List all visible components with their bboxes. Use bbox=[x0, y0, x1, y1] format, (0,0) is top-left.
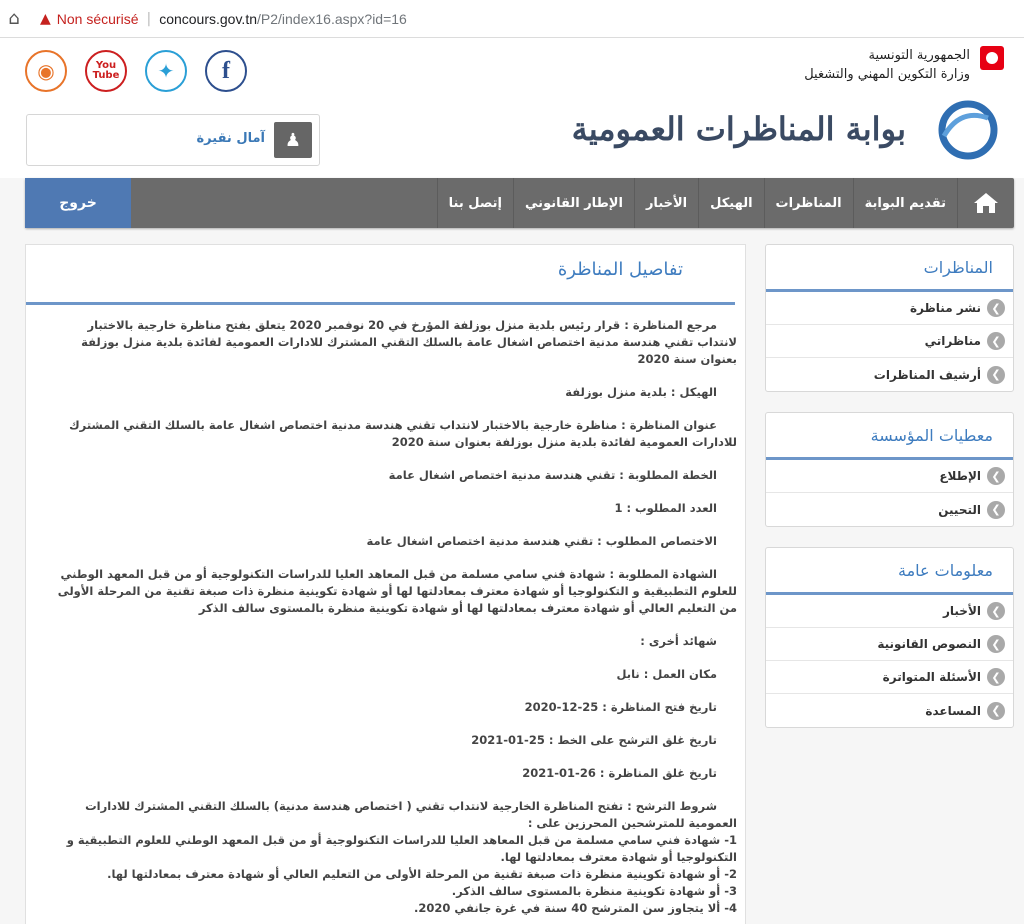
chevron-left-icon: ❮ bbox=[987, 467, 1005, 485]
sidebar-item-legal-texts[interactable]: ❮ النصوص القانونية bbox=[766, 628, 1013, 661]
chevron-left-icon: ❮ bbox=[987, 332, 1005, 350]
youtube-icon[interactable] bbox=[85, 50, 127, 92]
sidebar-box-general-info bbox=[765, 547, 1014, 728]
youtube-label: You Tube bbox=[92, 60, 120, 81]
url-field[interactable] bbox=[159, 11, 407, 27]
home-nav-button[interactable] bbox=[957, 178, 1014, 228]
competition-details-panel bbox=[25, 244, 746, 924]
sidebar-box-title: معطيات المؤسسة bbox=[870, 425, 993, 445]
logout-button[interactable]: خروج bbox=[25, 178, 131, 228]
nav-item-contact[interactable]: إتصل بنا bbox=[437, 178, 513, 228]
condition-item: 1- شهادة فني سامي مسلمة من قبل المعاهد العليا للدراسات التكنولوجية أو من قبل المعهد الوطني للعلوم التطبيقية و التكنولوجيا أو شهادة معترف بمعادلتها لها. bbox=[66, 833, 737, 864]
page-title: تفاصيل المناظرة bbox=[557, 259, 683, 280]
field-other-certificates: شهائد أخرى : bbox=[640, 634, 717, 648]
user-box[interactable] bbox=[26, 114, 320, 166]
home-nav-icon bbox=[973, 192, 999, 214]
field-structure: الهيكل : بلدية منزل بوزلفة bbox=[565, 385, 717, 399]
tunisia-flag-icon bbox=[980, 46, 1004, 70]
republic-name: الجمهورية التونسية bbox=[868, 48, 970, 63]
field-diploma: الشهادة المطلوبة : شهادة فني سامي مسلمة من قبل المعاهد العليا للدراسات التكنولوجية أو من قبل المعهد الوطني للعلوم التطبيقية و التكنولوجيا أو شهادة معترف بمعادلتها لها أو شهادة تكوينية منظرة ذات صبغة تقنية من المرحلة الأولى من التعليم العالي أو شهادة معترف بمعادلتها لها أو شهادة تكوينية منظرة بالمستوى سالف الذكر bbox=[57, 567, 737, 615]
url-domain: concours.gov.tn bbox=[159, 10, 257, 27]
twitter-icon[interactable]: ✦ bbox=[145, 50, 187, 92]
sidebar-box-title: المناظرات bbox=[923, 257, 993, 277]
chevron-left-icon: ❮ bbox=[987, 501, 1005, 519]
portal-logo-icon[interactable] bbox=[930, 96, 1002, 162]
field-close-date: تاريخ غلق المناظرة : 26-01-2021 bbox=[522, 766, 717, 780]
nav-item-competitions[interactable]: المناظرات bbox=[764, 178, 853, 228]
chevron-left-icon: ❮ bbox=[987, 366, 1005, 384]
sidebar-item-help[interactable]: ❮ المساعدة bbox=[766, 694, 1013, 727]
field-open-date: تاريخ فتح المناظرة : 25-12-2020 bbox=[524, 700, 717, 714]
facebook-icon[interactable]: f bbox=[205, 50, 247, 92]
browser-address-bar bbox=[0, 0, 1024, 38]
nav-item-news[interactable]: الأخبار bbox=[634, 178, 698, 228]
sidebar-item-competitions-archive[interactable]: ❮ أرشيف المناظرات bbox=[766, 358, 1013, 391]
conditions-intro: شروط الترشح : تفتح المناظرة الخارجية لانتداب تقني ( اختصاص هندسة مدنية) بالسلك التقني المشترك للادارات العمومية للمترشحين المحرزين على : bbox=[85, 799, 737, 830]
field-reference: مرجع المناظرة : قرار رئيس بلدية منزل بوزلفة المؤرخ في 20 نوفمبر 2020 يتعلق بفتح مناظرة خارجية بالاختبار لانتداب تقني هندسة مدنية اختصاص اشغال عامة بالسلك التقني المشترك للادارات العمومية لفائدة بلدية منزل بوزلفة بعنوان سنة 2020 bbox=[81, 318, 737, 366]
field-position: الخطة المطلوبة : تقني هندسة مدنية اختصاص اشغال عامة bbox=[388, 468, 717, 482]
warning-icon[interactable]: ▲ bbox=[40, 10, 51, 27]
portal-title: بوابة المناظرات العمومية bbox=[571, 110, 906, 148]
sidebar-item-publish-competition[interactable]: ❮ نشر مناظرة bbox=[766, 292, 1013, 325]
sidebar-box-competitions bbox=[765, 244, 1014, 392]
sidebar-item-news[interactable]: ❮ الأخبار bbox=[766, 595, 1013, 628]
nav-item-portal-intro[interactable]: تقديم البوابة bbox=[853, 178, 957, 228]
sidebar-item-update[interactable]: ❮ التحيين bbox=[766, 493, 1013, 526]
security-status[interactable]: Non sécurisé bbox=[56, 10, 139, 27]
site-header bbox=[0, 38, 1024, 178]
url-path: /P2/index16.aspx?id=16 bbox=[257, 10, 407, 27]
field-count: العدد المطلوب : 1 bbox=[614, 501, 717, 515]
sidebar-item-my-competitions[interactable]: ❮ مناظراتي bbox=[766, 325, 1013, 358]
sidebar-item-view[interactable]: ❮ الإطلاع bbox=[766, 460, 1013, 493]
sidebar-box-institution-data bbox=[765, 412, 1014, 527]
rss-icon[interactable]: ◉ bbox=[25, 50, 67, 92]
user-name[interactable]: آمال نقيرة bbox=[196, 131, 265, 146]
chevron-left-icon: ❮ bbox=[987, 299, 1005, 317]
field-title: عنوان المناظرة : مناظرة خارجية بالاختبار لانتداب تقني هندسة مدنية اختصاص اشغال عامة بالسلك التقني المشترك للادارات العمومية لفائدة بلدية منزل بوزلفة بعنوان سنة 2020 bbox=[69, 418, 737, 449]
nav-items bbox=[437, 178, 1014, 228]
condition-item: 4- ألا يتجاوز سن المترشح 40 سنة في غرة جانفي 2020. bbox=[414, 901, 737, 915]
nav-item-structure[interactable]: الهيكل bbox=[698, 178, 763, 228]
nav-item-legal-framework[interactable]: الإطار القانوني bbox=[513, 178, 634, 228]
chevron-left-icon: ❮ bbox=[987, 602, 1005, 620]
field-online-close-date: تاريخ غلق الترشح على الخط : 25-01-2021 bbox=[471, 733, 717, 747]
ministry-name: وزارة التكوين المهني والتشغيل bbox=[804, 67, 970, 82]
chevron-left-icon: ❮ bbox=[987, 702, 1005, 720]
government-identity bbox=[804, 46, 1004, 84]
condition-item: 2- أو شهادة تكوينية منظرة ذات صبغة تقنية من المرحلة الأولى من التعليم العالي أو شهادة معترف بمعادلتها لها. bbox=[107, 867, 737, 881]
chevron-left-icon: ❮ bbox=[987, 668, 1005, 686]
user-avatar-icon[interactable]: ♟ bbox=[274, 122, 312, 158]
sidebar-item-faq[interactable]: ❮ الأسئلة المتواترة bbox=[766, 661, 1013, 694]
government-text bbox=[804, 46, 970, 84]
field-workplace: مكان العمل : نابل bbox=[616, 667, 717, 681]
title-divider bbox=[26, 302, 735, 305]
condition-item: 3- أو شهادة تكوينية منظرة بالمستوى سالف الذكر. bbox=[451, 884, 737, 898]
social-links bbox=[25, 50, 247, 92]
main-nav bbox=[25, 178, 1014, 228]
separator: | bbox=[146, 10, 152, 27]
details-content bbox=[50, 317, 737, 917]
chevron-left-icon: ❮ bbox=[987, 635, 1005, 653]
sidebar-box-title: معلومات عامة bbox=[897, 560, 993, 580]
home-icon[interactable]: ⌂ bbox=[8, 8, 20, 29]
field-specialty: الاختصاص المطلوب : تقني هندسة مدنية اختصاص اشغال عامة bbox=[366, 534, 717, 548]
